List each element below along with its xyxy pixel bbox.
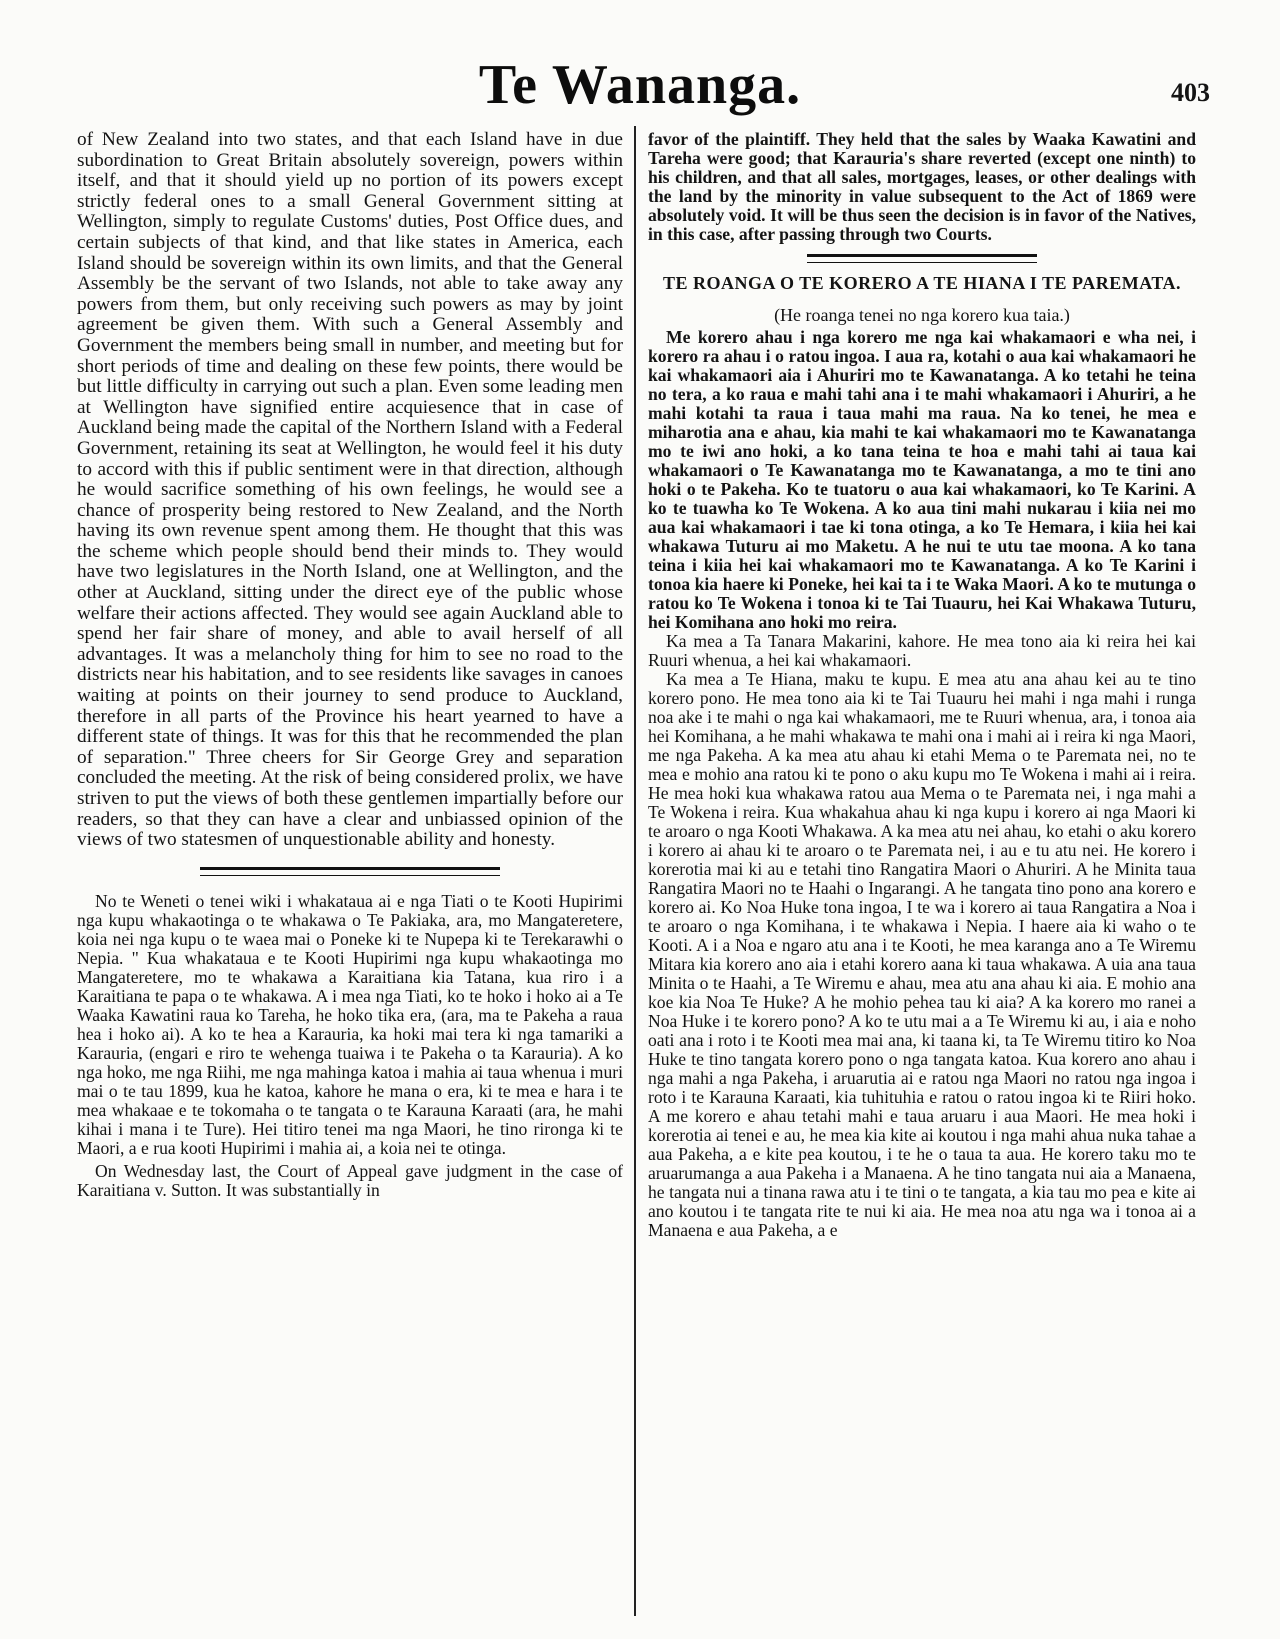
maori-court-notice: No te Weneti o tenei wiki i whakataua ai e nga Tiati o te Kooti Hupirimi nga kupu whakaotinga o te whakawa o Te Pakiaka, ara, mo Mangateretere, koia nei nga kupu o te waea mai o Poneke ki te Nupepa ki te Terekarawhi o Nepia. " Kua whakataua e te Kooti Hupirimi nga kupu whakaotinga mo Mangateretere, mo te whakawa a Karaitiana kia Tatana, kua riro i a Karaitiana te papa o te whakawa. A i mea nga Tiati, ko te hoko i hoko ai a Te Waaka Kawatini raua ko Tareha, he hoko tika era, (ara, ma te Pakeha a raua hea i hoko ai). A ko te hea a Karauria, ka hoki mai tera ki nga tamariki a Karauria, (engari e riro te wehenga tuaiwa i te Pakeha o ta Karauria). A ko nga hoko, me nga Riihi, me nga mahinga katoa i mahia ai taua whenua i muri mai o te tau 1899, kua he katoa, kahore he mana o era, ki te mea e hara i te mea whakaae e te tokomaha o te tangata o te Karauna Karaati (ara, he mahi kihai i mana i te Ture). Hei titiro tenei ma nga Maori, he tino rironga ki te Maori, a e rua kooti Hupirimi i mahia ai, a koia nei te otinga.	[77, 890, 623, 1158]
english-article-continuation: of New Zealand into two states, and that each Island have in due subordination to Great Britain absolutely sovereign, powers within itself, and that it should yield up no portion of its powers except strictly federal ones to a small General Government sitting at Wellington, simply to regulate Customs' duties, Post Office dues, and certain subjects of that kind, and that like states in America, each Island should be sovereign within its own limits, and that the General Assembly be the servant of two Islands, not able to take away any powers from them, but only receiving such powers as may by joint agreement be given them. With such a General Assembly and Government the members being small in number, and meeting but for short periods of time and dealing on these few points, there would be but little difficulty in carrying out such a plan. Even some leading men at Wellington have signified entire acquiesence that in case of Auckland being made the capital of the Northern Island with a Federal Government, retaining its seat at Wellington, he would feel it his duty to accord with this if public sentiment were in that direction, although he would sacrifice something of his own feelings, he would see a chance of prosperity being restored to New Zealand, and the North having its own revenue spent among them. He thought that this was the scheme which people should bend their minds to. They would have two legislatures in the North Island, one at Wellington, and the other at Auckland, sitting under the direct eye of the public whose welfare their actions affected. They would see again Auckland able to spend her fair share of money, and able to avail herself of all advantages. It was a melancholy thing for him to see no road to the districts near his habitation, and to see residents like savages in canoes waiting at points on their journey to send produce to Auckland, therefore in all parts of the Province his heart yearned to have a different state of things. It was for this that he recommended the plan of separation." Three cheers for Sir George Grey and separation concluded the meeting. At the risk of being considered prolix, we have striven to put the views of both these gentlemen impartially before our readers, so that they can have a clear and unbiassed opinion of the views of two statesmen of unquestionable ability and honesty.	[77, 129, 623, 851]
newspaper-title: Te Wananga.	[478, 54, 802, 116]
article-paragraph: Ka mea a Te Hiana, maku te kupu. E mea atu ana ahau kei au te tino korero pono. He mea tono aia ki te Tai Tuauru hei mahi i nga mahi i runga noa ake i te mahi o nga kai whakamaori, me te Ruuri whenua, ara, i tonoa aia hei Komihana, a he mahi whakawa te mahi ona i mahi ai i reira ki nga Maori, me nga Pakeha. A ka mea atu ahau ki etahi Mema o te Paremata nei, no te mea e mohio ana ratou ki te pono o aku kupu mo Te Wokena i mahi ai i reira. He mea hoki kua whakawa ratou aua Mema o te Paremata nei, i nga mahi a Te Wokena i reira. Kua whakahua ahau ki nga kupu i korero ai nga Maori ki te aroaro o nga Kooti Whakawa. A ka mea atu nei ahau, ko etahi o aku korero i korero ai ahau ki te aroaro o te Paremata nei, i au e tu atu nei. He korero i korerotia mai ki au e tetahi tino Rangatira Maori o Ahuriri. A he Minita taua Rangatira Maori no te Haahi o Ingarangi. A he tangata tino pono ana korero e korero ai. Ko Noa Huke tona ingoa, I te wa i korero ai taua Rangatira a Noa i te aroaro o nga Komihana, i te whakawa i Nepia. I haere aia ki waho o te Kooti. A i a Noa e ngaro atu ana i te Kooti, he mea karanga ano a Te Wiremu Mitara kia korero ano aia i etahi korero aana ki taua whakawa. A uia ana taua Minita o te Haahi, a Te Wiremu e ahau, mea atu ana ahau ki aia. E mohio ana koe kia Noa Te Huke? A he mohio pehea tau ki aia? A ka korero mo ranei a Noa Huke i te korero pono? A ko te utu mai a a Te Wiremu ki au, i aia e noho oati ana i roto i te Kooti mea mai ana, ki taana ki, ta Te Wiremu titiro ko Noa Huke te tino tangata korero pono o nga tangata katoa. Kua korero ano ahau i nga mahi a nga Pakeha, i aruarutia ai e ratou nga Maori no ratou nga ingoa i roto i te Karauna Karaati, kia tuhituhia e ratou o ratou ingoa ki te Riiri hoko. A me korero e ahau tetahi mahi e taua aruaru i aua Maori. He mea hoki i korerotia ai tenei e au, he mea kia kite ai koutou i nga mahi ahua nuka tahae a aua Pakeha, a e kite pea koutou, i te he o taua ta aua. He korero taku mo te aruarumanga a aua Pakeha i a Manaena. A he tino tangata nui aia a Manaena, he tangata nui a tinana rawa atu i te tini o te tangata, a kia tau mo pea e kite ai ano koutou i te tangata rite te nui ki aia. He mea noa atu nga wa i tonoa ai a Manaena e aua Pakeha, a e	[648, 668, 1196, 1240]
page-number: 403	[1171, 78, 1210, 107]
english-court-notice: On Wednesday last, the Court of Appeal gave judgment in the case of Karaitiana v. Sutton. It was substantially in	[77, 1160, 623, 1200]
column-divider	[634, 126, 636, 1616]
article-heading: TE ROANGA O TE KORERO A TE HIANA I TE PAREMATA.	[662, 273, 1182, 293]
article-paragraph: Ka mea a Ta Tanara Makarini, kahore. He mea tono aia ki reira hei kai Ruuri whenua, a hei kai whakamaori.	[648, 630, 1196, 670]
section-separator-rule	[200, 867, 500, 876]
article-subheading: (He roanga tenei no nga korero kua taia.)	[774, 305, 1070, 325]
left-column	[77, 130, 623, 1620]
heading-separator-rule	[807, 254, 1037, 263]
english-court-notice-continued: favor of the plaintiff. They held that the sales by Waaka Kawatini and Tareha were good; that Karauria's share reverted (except one ninth) to his children, and that all sales, mortgages, leases, or other dealings with the land by the minority in value subsequent to the Act of 1869 were absolutely void. It will be thus seen the decision is in favor of the Natives, in this case, after passing through two Courts.	[648, 129, 1196, 244]
article-paragraph: Me korero ahau i nga korero me nga kai whakamaori e wha nei, i korero ra ahau i o ratou ingoa. I aua ra, kotahi o aua kai whakamaori he kai whakamaori aia i Ahuriri mo te Kawanatanga. A ko tetahi he teina no tera, a ko raua e mahi tahi ana i te mahi whakamaori i Ahuriri, a he mahi kotahi ta raua i taua mahi ma raua. Na ko tenei, he mea e miharotia ana e ahau, kia mahi te kai whakamaori mo te Kawanatanga mo te iwi ano hoki, a ko tana teina te hoa e mahi tahi ai taua kai whakamaori o Te Kawanatanga mo te Kawanatanga, a mo te tini ano hoki o te Pakeha. Ko te tuatoru o aua kai whakamaori, ko Te Karini. A ko te tuawha ko Te Wokena. A ko aua tini mahi nukarau i kiia nei mo aua kai whakamaori i tae ki tona otinga, a ko Te Hemara, i kiia hei kai whakawa Tuturu ai mo Maketu. A he nui te utu tae moona. A ko tana teina i kiia hei kai whakamaori mo te Kawanatanga. A ko Te Karini i tonoa kia haere ki Poneke, hei kai ta i te Waka Maori. A ko te mutunga o ratou ko Te Wokena i tonoa ki te Tai Tuauru, hei Kai Whakawa Tuturu, hei Komihana ano hoki mo reira.	[648, 326, 1196, 632]
right-column	[648, 130, 1196, 1620]
masthead	[0, 52, 1280, 118]
